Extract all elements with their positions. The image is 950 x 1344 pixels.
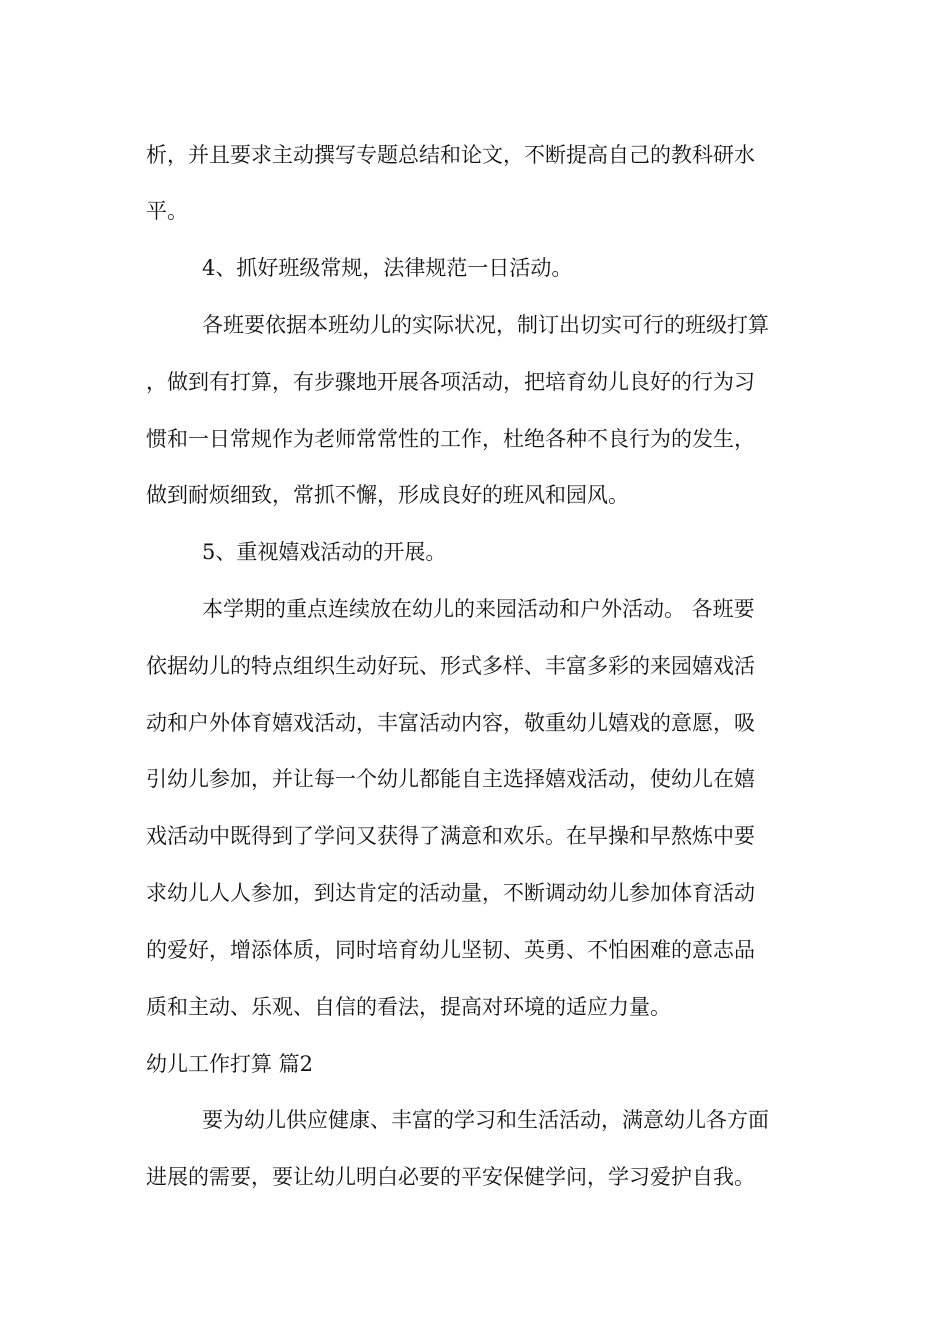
body-line: 本学期的重点连续放在幼儿的来园活动和户外活动。 各班要 [202, 597, 755, 621]
body-line: 析，并且要求主动撰写专题总结和论文，不断提高自己的教科研水 [146, 143, 755, 167]
body-line: 求幼儿人人参加，到达肯定的活动量，不断调动幼儿参加体育活动 [146, 881, 755, 905]
body-line: 进展的需要，要让幼儿明白必要的平安保健学问，学习爱护自我。 [146, 1165, 755, 1189]
body-line: 要为幼儿供应健康、丰富的学习和生活活动，满意幼儿各方面 [202, 1108, 769, 1132]
body-line: ，做到有打算，有步骤地开展各项活动，把培育幼儿良好的行为习 [146, 370, 755, 394]
body-line: 动和户外体育嬉戏活动，丰富活动内容，敬重幼儿嬉戏的意愿，吸 [146, 711, 755, 735]
body-line: 质和主动、乐观、自信的看法，提高对环境的适应力量。 [146, 995, 671, 1019]
body-line: 惯和一日常规作为老师常常性的工作，杜绝各种不良行为的发生， [146, 427, 755, 451]
article-title: 幼儿工作打算 篇2 [146, 1052, 314, 1076]
body-line: 引幼儿参加，并让每一个幼儿都能自主选择嬉戏活动，使幼儿在嬉 [146, 767, 755, 791]
section-heading: 5、重视嬉戏活动的开展。 [202, 540, 447, 564]
body-line: 做到耐烦细致，常抓不懈，形成良好的班风和园风。 [146, 483, 629, 507]
body-line: 依据幼儿的特点组织生动好玩、形式多样、丰富多彩的来园嬉戏活 [146, 654, 755, 678]
section-heading: 4、抓好班级常规，法律规范一日活动。 [202, 256, 573, 280]
body-line: 平。 [146, 199, 188, 223]
body-line: 的爱好，增添体质，同时培育幼儿坚韧、英勇、不怕困难的意志品 [146, 938, 755, 962]
body-line: 戏活动中既得到了学问又获得了满意和欢乐。在早操和早熬炼中要 [146, 824, 755, 848]
body-line: 各班要依据本班幼儿的实际状况，制订出切实可行的班级打算 [202, 313, 769, 337]
